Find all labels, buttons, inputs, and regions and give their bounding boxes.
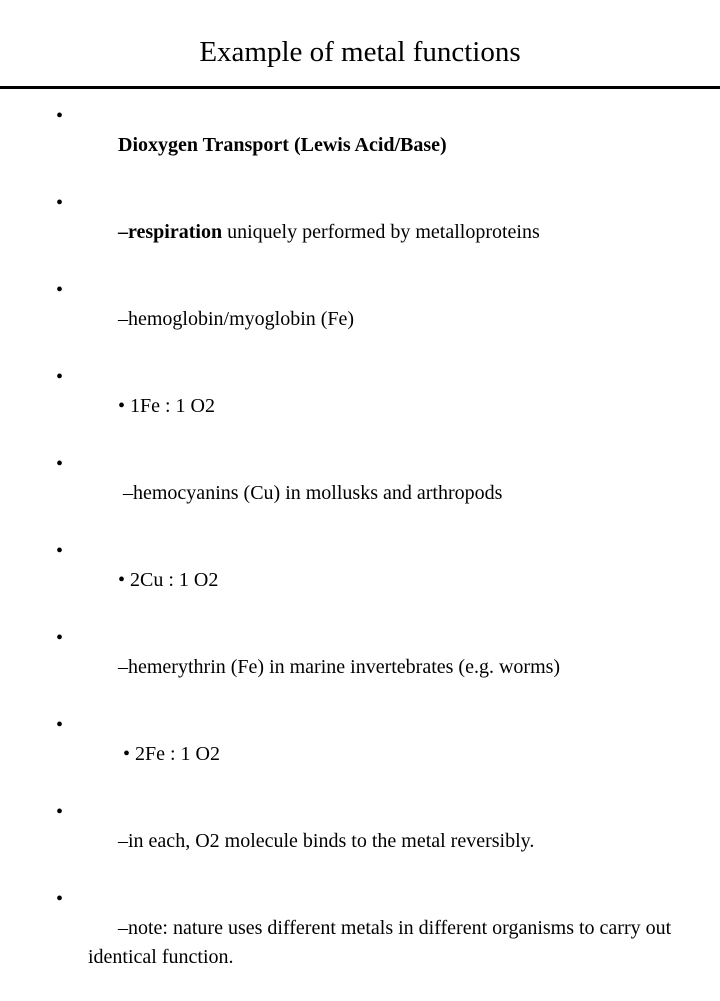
item-text: –hemoglobin/myoglobin (Fe) <box>118 308 355 330</box>
list-item <box>56 885 696 1001</box>
list-item <box>56 363 696 450</box>
bullet-marker: • <box>56 888 64 910</box>
list-item <box>56 711 696 798</box>
bullet-marker: • <box>56 192 64 214</box>
list-item <box>56 798 696 885</box>
item-text: • 2Cu : 1 O2 <box>118 569 219 591</box>
bullet-marker: • <box>56 714 64 736</box>
list-item <box>56 624 696 711</box>
slide-title: Example of metal functions <box>199 36 521 68</box>
bullet-marker: • <box>56 366 64 388</box>
item-text: • 2Fe : 1 O2 <box>118 743 221 765</box>
bullet-marker: • <box>56 279 64 301</box>
bullet-marker: • <box>56 627 64 649</box>
bullet-marker: • <box>56 540 64 562</box>
title-divider <box>0 86 720 89</box>
item-text: uniquely performed by metalloproteins <box>222 221 540 243</box>
bullet-list <box>56 102 696 1001</box>
list-item <box>56 102 696 189</box>
item-text: • 1Fe : 1 O2 <box>118 395 216 417</box>
list-item <box>56 276 696 363</box>
item-text: –hemocyanins (Cu) in mollusks and arthropods <box>118 482 503 504</box>
item-bold-text: Dioxygen Transport (Lewis Acid/Base) <box>118 134 447 156</box>
item-text: –note: nature uses different metals in different organisms to carry out identical function. <box>88 917 677 968</box>
bullet-marker: • <box>56 453 64 475</box>
list-item <box>56 537 696 624</box>
list-item <box>56 450 696 537</box>
list-item <box>56 189 696 276</box>
bullet-marker: • <box>56 105 64 127</box>
bullet-marker: • <box>56 801 64 823</box>
item-text: –hemerythrin (Fe) in marine invertebrates (e.g. worms) <box>118 656 561 678</box>
item-text: –in each, O2 molecule binds to the metal reversibly. <box>118 830 535 852</box>
item-bold-text: –respiration <box>118 221 223 243</box>
